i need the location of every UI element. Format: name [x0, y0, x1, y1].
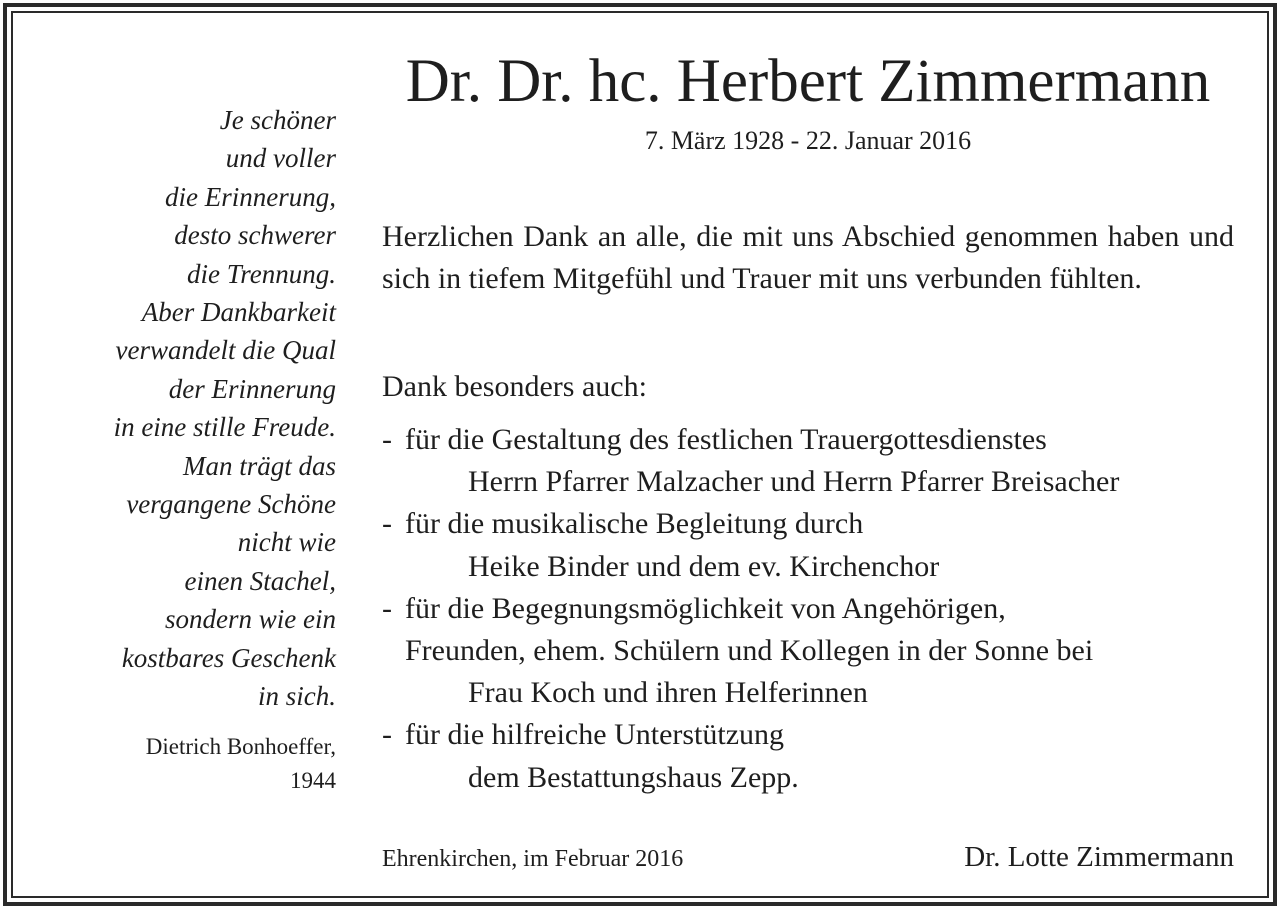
list-item [382, 588, 1252, 715]
quote-line: der Erinnerung [168, 373, 336, 404]
item-text: für die musikalische Begleitung durch [405, 507, 864, 541]
item-text: für die Gestaltung des festlichen Trauergottesdienstes [405, 423, 1047, 456]
quote-line: in sich. [258, 681, 336, 712]
list-dash: - [382, 718, 392, 752]
quote-line: Aber Dankbarkeit [141, 297, 336, 328]
item-detail: Heike Binder und dem ev. Kirchenchor [468, 549, 940, 583]
list-item [382, 419, 1252, 503]
list-dash: - [382, 591, 392, 625]
quote-line: einen Stachel, [184, 565, 336, 596]
quote-line: nicht wie [237, 527, 336, 558]
quote-line: in eine stille Freude. [113, 412, 336, 443]
quote-line: kostbares Geschenk [121, 642, 336, 673]
quote-line: die Trennung. [186, 258, 336, 289]
thanks-paragraph: Herzlichen Dank an alle, die mit uns Abschied genommen haben und sich in tiefem Mitgefühl und Trauer mit uns verbunden fühlten. [382, 220, 1234, 295]
quote-year: 1944 [290, 768, 336, 793]
deceased-name: Dr. Dr. hc. Herbert Zimmermann [405, 48, 1211, 115]
signature: Dr. Lotte Zimmermann [964, 841, 1234, 873]
bonhoeffer-quote [30, 101, 336, 716]
list-item [382, 503, 1252, 587]
quote-line: vergangene Schöne [126, 489, 336, 520]
quote-line: Man trägt das [182, 450, 336, 481]
quote-line: desto schwerer [174, 220, 336, 251]
item-detail: dem Bestattungshaus Zepp. [468, 760, 799, 794]
quote-line: die Erinnerung, [165, 181, 336, 212]
quote-line: sondern wie ein [165, 604, 336, 635]
quote-line: Je schöner [219, 105, 336, 135]
item-text-continued: Freunden, ehem. Schülern und Kollegen in der Sonne bei [405, 634, 1094, 668]
quote-line: verwandelt die Qual [115, 335, 336, 366]
list-dash: - [382, 423, 392, 456]
item-detail: Herrn Pfarrer Malzacher und Herrn Pfarrer Breisacher [468, 465, 1120, 499]
life-dates: 7. März 1928 - 22. Januar 2016 [644, 126, 972, 155]
list-item [382, 714, 1252, 798]
quote-attribution [30, 730, 336, 798]
list-dash: - [382, 507, 392, 541]
item-text: für die hilfreiche Unterstützung [405, 718, 785, 752]
place-and-date: Ehrenkirchen, im Februar 2016 [382, 846, 684, 872]
item-detail: Frau Koch und ihren Helferinnen [468, 676, 868, 710]
quote-author: Dietrich Bonhoeffer, [145, 734, 336, 759]
thanks-list [382, 419, 1252, 799]
special-thanks-heading: Dank besonders auch: [382, 370, 647, 403]
item-text: für die Begegnungsmöglichkeit von Angehörigen, [405, 591, 1006, 625]
quote-line: und voller [225, 143, 336, 174]
